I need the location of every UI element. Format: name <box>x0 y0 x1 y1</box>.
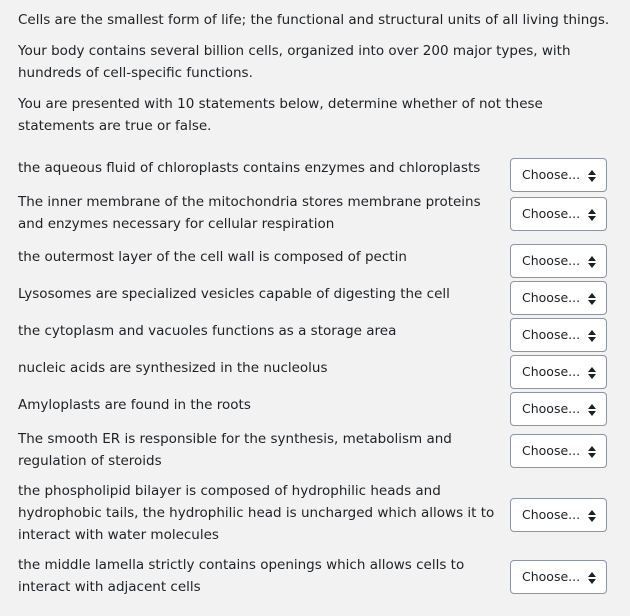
sort-caret-icon <box>588 366 596 380</box>
select-value: Choose... <box>522 290 581 305</box>
statement-text: the phospholipid bilayer is composed of hydrophilic heads and hydrophobic tails, the hydrophilic head is uncharged which allows it to interact with water molecules <box>18 483 495 543</box>
statement-text: The inner membrane of the mitochondria stores membrane proteins and enzymes necessary for cellular respiration <box>18 194 481 232</box>
intro-paragraph-1: Cells are the smallest form of life; the functional and structural units of all living things. <box>18 12 610 28</box>
sort-caret-icon <box>588 445 596 459</box>
select-value: Choose... <box>522 569 581 584</box>
select-value: Choose... <box>522 167 581 182</box>
true-false-select[interactable] <box>510 281 607 315</box>
sort-caret-icon <box>588 509 596 523</box>
select-value: Choose... <box>522 443 581 458</box>
true-false-select[interactable] <box>510 392 607 426</box>
select-value: Choose... <box>522 401 581 416</box>
true-false-select[interactable] <box>510 318 607 352</box>
true-false-select[interactable] <box>510 434 607 468</box>
select-value: Choose... <box>522 253 581 268</box>
true-false-select[interactable] <box>510 197 607 231</box>
statement-text: Amyloplasts are found in the roots <box>18 397 251 413</box>
statement-text: Lysosomes are specialized vesicles capable of digesting the cell <box>18 286 450 302</box>
sort-caret-icon <box>588 329 596 343</box>
sort-caret-icon <box>588 169 596 183</box>
true-false-select[interactable] <box>510 158 607 192</box>
intro-paragraph-2: Your body contains several billion cells, organized into over 200 major types, with hundreds of cell-specific functions. <box>18 43 571 81</box>
statement-text: nucleic acids are synthesized in the nucleolus <box>18 360 328 376</box>
true-false-select[interactable] <box>510 244 607 278</box>
statement-text: The smooth ER is responsible for the synthesis, metabolism and regulation of steroids <box>18 431 452 469</box>
statement-text: the cytoplasm and vacuoles functions as a storage area <box>18 323 397 339</box>
sort-caret-icon <box>588 292 596 306</box>
sort-caret-icon <box>588 255 596 269</box>
sort-caret-icon <box>588 403 596 417</box>
select-value: Choose... <box>522 507 581 522</box>
select-value: Choose... <box>522 206 581 221</box>
statement-text: the outermost layer of the cell wall is composed of pectin <box>18 249 407 265</box>
sort-caret-icon <box>588 571 596 585</box>
statement-text: the middle lamella strictly contains openings which allows cells to interact with adjacent cells <box>18 557 465 595</box>
question-intro <box>18 9 630 137</box>
true-false-select[interactable] <box>510 498 607 532</box>
statement-text: the aqueous fluid of chloroplasts contains enzymes and chloroplasts <box>18 160 481 176</box>
sort-caret-icon <box>588 208 596 222</box>
select-value: Choose... <box>522 327 581 342</box>
true-false-select[interactable] <box>510 355 607 389</box>
true-false-select[interactable] <box>510 560 607 594</box>
select-value: Choose... <box>522 364 581 379</box>
intro-paragraph-3: You are presented with 10 statements below, determine whether of not these statements are true or false. <box>18 96 543 134</box>
